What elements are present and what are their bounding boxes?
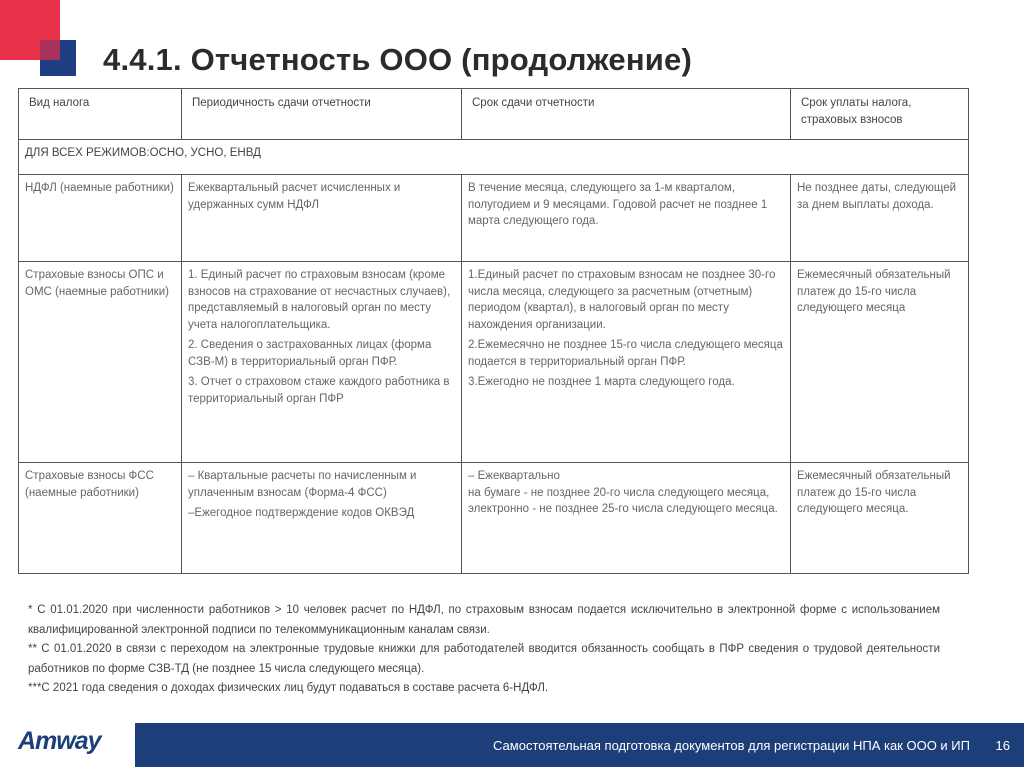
cell-text: – Квартальные расчеты по начисленным и уплаченным взносам (Форма-4 ФСС)	[188, 470, 417, 499]
cell-text: 1.Единый расчет по страховым взносам не позднее 30-го числа месяца, следующего за расчетным (отчетным) периодом (квартал), в налоговый орган по месту нахождения организации.	[468, 269, 776, 331]
footnote: ***С 2021 года сведения о доходах физических лиц будут подаваться в составе расчета 6-НДФЛ.	[28, 682, 549, 694]
cell-text: на бумаге - не позднее 20-го числа следующего месяца,	[468, 486, 770, 499]
cell-text: –Ежегодное подтверждение кодов ОКВЭД	[188, 507, 415, 519]
slide-title: 4.4.1. Отчетность ООО (продолжение)	[103, 42, 692, 77]
footer-bar	[135, 723, 1024, 767]
cell-payment: Ежемесячный обязательный платеж до 15-го числа следующего месяца	[791, 262, 969, 463]
cell-payment: Ежемесячный обязательный платеж до 15-го числа следующего месяца.	[791, 463, 969, 574]
table-row	[19, 463, 969, 574]
cell-text: 3. Отчет о страховом стаже каждого работника в территориальный орган ПФР	[188, 376, 450, 405]
regime-cell: ДЛЯ ВСЕХ РЕЖИМОВ:ОСНО, УСНО, ЕНВД	[19, 140, 969, 175]
cell-text: 2.Ежемесячно не позднее 15-го числа следующего месяца подается в территориальный орган ПФР.	[468, 339, 783, 368]
header-tax-type: Вид налога	[19, 89, 182, 140]
table-row	[19, 262, 969, 463]
footnote: * С 01.01.2020 при численности работников > 10 человек расчет по НДФЛ, по страховым взносам подается исключительно в электронной форме с использованием квалифицированной электронной подписи по телекоммуникационным каналам связи.	[28, 604, 940, 636]
cell-periodicity	[182, 175, 462, 262]
cell-deadline	[462, 463, 791, 574]
footnote: ** С 01.01.2020 в связи с переходом на электронные трудовые книжки для работодателей вводится обязанность сообщать в ПФР сведения о трудовой деятельности работников по форме СЗВ-ТД (не позднее 15 числа следующего месяца).	[28, 643, 940, 675]
cell-tax-type: НДФЛ (наемные работники)	[19, 175, 182, 262]
cell-tax-type: Страховые взносы ФСС (наемные работники)	[19, 463, 182, 574]
cell-deadline	[462, 175, 791, 262]
cell-periodicity	[182, 262, 462, 463]
cell-text: В течение месяца, следующего за 1-м кварталом, полугодием и 9 месяцами. Годовой расчет не позднее 1 марта следующего года.	[468, 182, 768, 227]
header-payment: Срок уплаты налога, страховых взносов	[791, 89, 969, 140]
cell-tax-type: Страховые взносы ОПС и ОМС (наемные работники)	[19, 262, 182, 463]
table-row	[19, 175, 969, 262]
cell-deadline	[462, 262, 791, 463]
regime-row	[19, 140, 969, 175]
cell-text: 1. Единый расчет по страховым взносам (кроме взносов на страхование от несчастных случаев), представляемый в налоговый орган по месту учета налогоплательщика.	[188, 269, 451, 331]
table-header-row	[19, 89, 969, 140]
cell-text: – Ежеквартально	[468, 470, 560, 482]
reporting-table	[18, 88, 969, 574]
cell-payment: Не позднее даты, следующей за днем выплаты дохода.	[791, 175, 969, 262]
header-deadline: Срок сдачи отчетности	[462, 89, 791, 140]
footer-text: Самостоятельная подготовка документов для регистрации НПА как ООО и ИП	[493, 738, 970, 753]
cell-text: 2. Сведения о застрахованных лицах (форма СЗВ-М) в территориальный орган ПФР.	[188, 339, 432, 368]
amway-logo: Amway	[18, 727, 101, 755]
cell-text: Ежеквартальный расчет исчисленных и удержанных сумм НДФЛ	[188, 182, 401, 211]
cell-periodicity	[182, 463, 462, 574]
decorative-blue-square	[40, 40, 76, 76]
footnotes	[28, 601, 940, 699]
header-periodicity: Периодичность сдачи отчетности	[182, 89, 462, 140]
page-number: 16	[995, 738, 1010, 753]
cell-text: 3.Ежегодно не позднее 1 марта следующего года.	[468, 376, 735, 388]
cell-text: электронно - не позднее 25-го числа следующего месяца.	[468, 503, 778, 515]
